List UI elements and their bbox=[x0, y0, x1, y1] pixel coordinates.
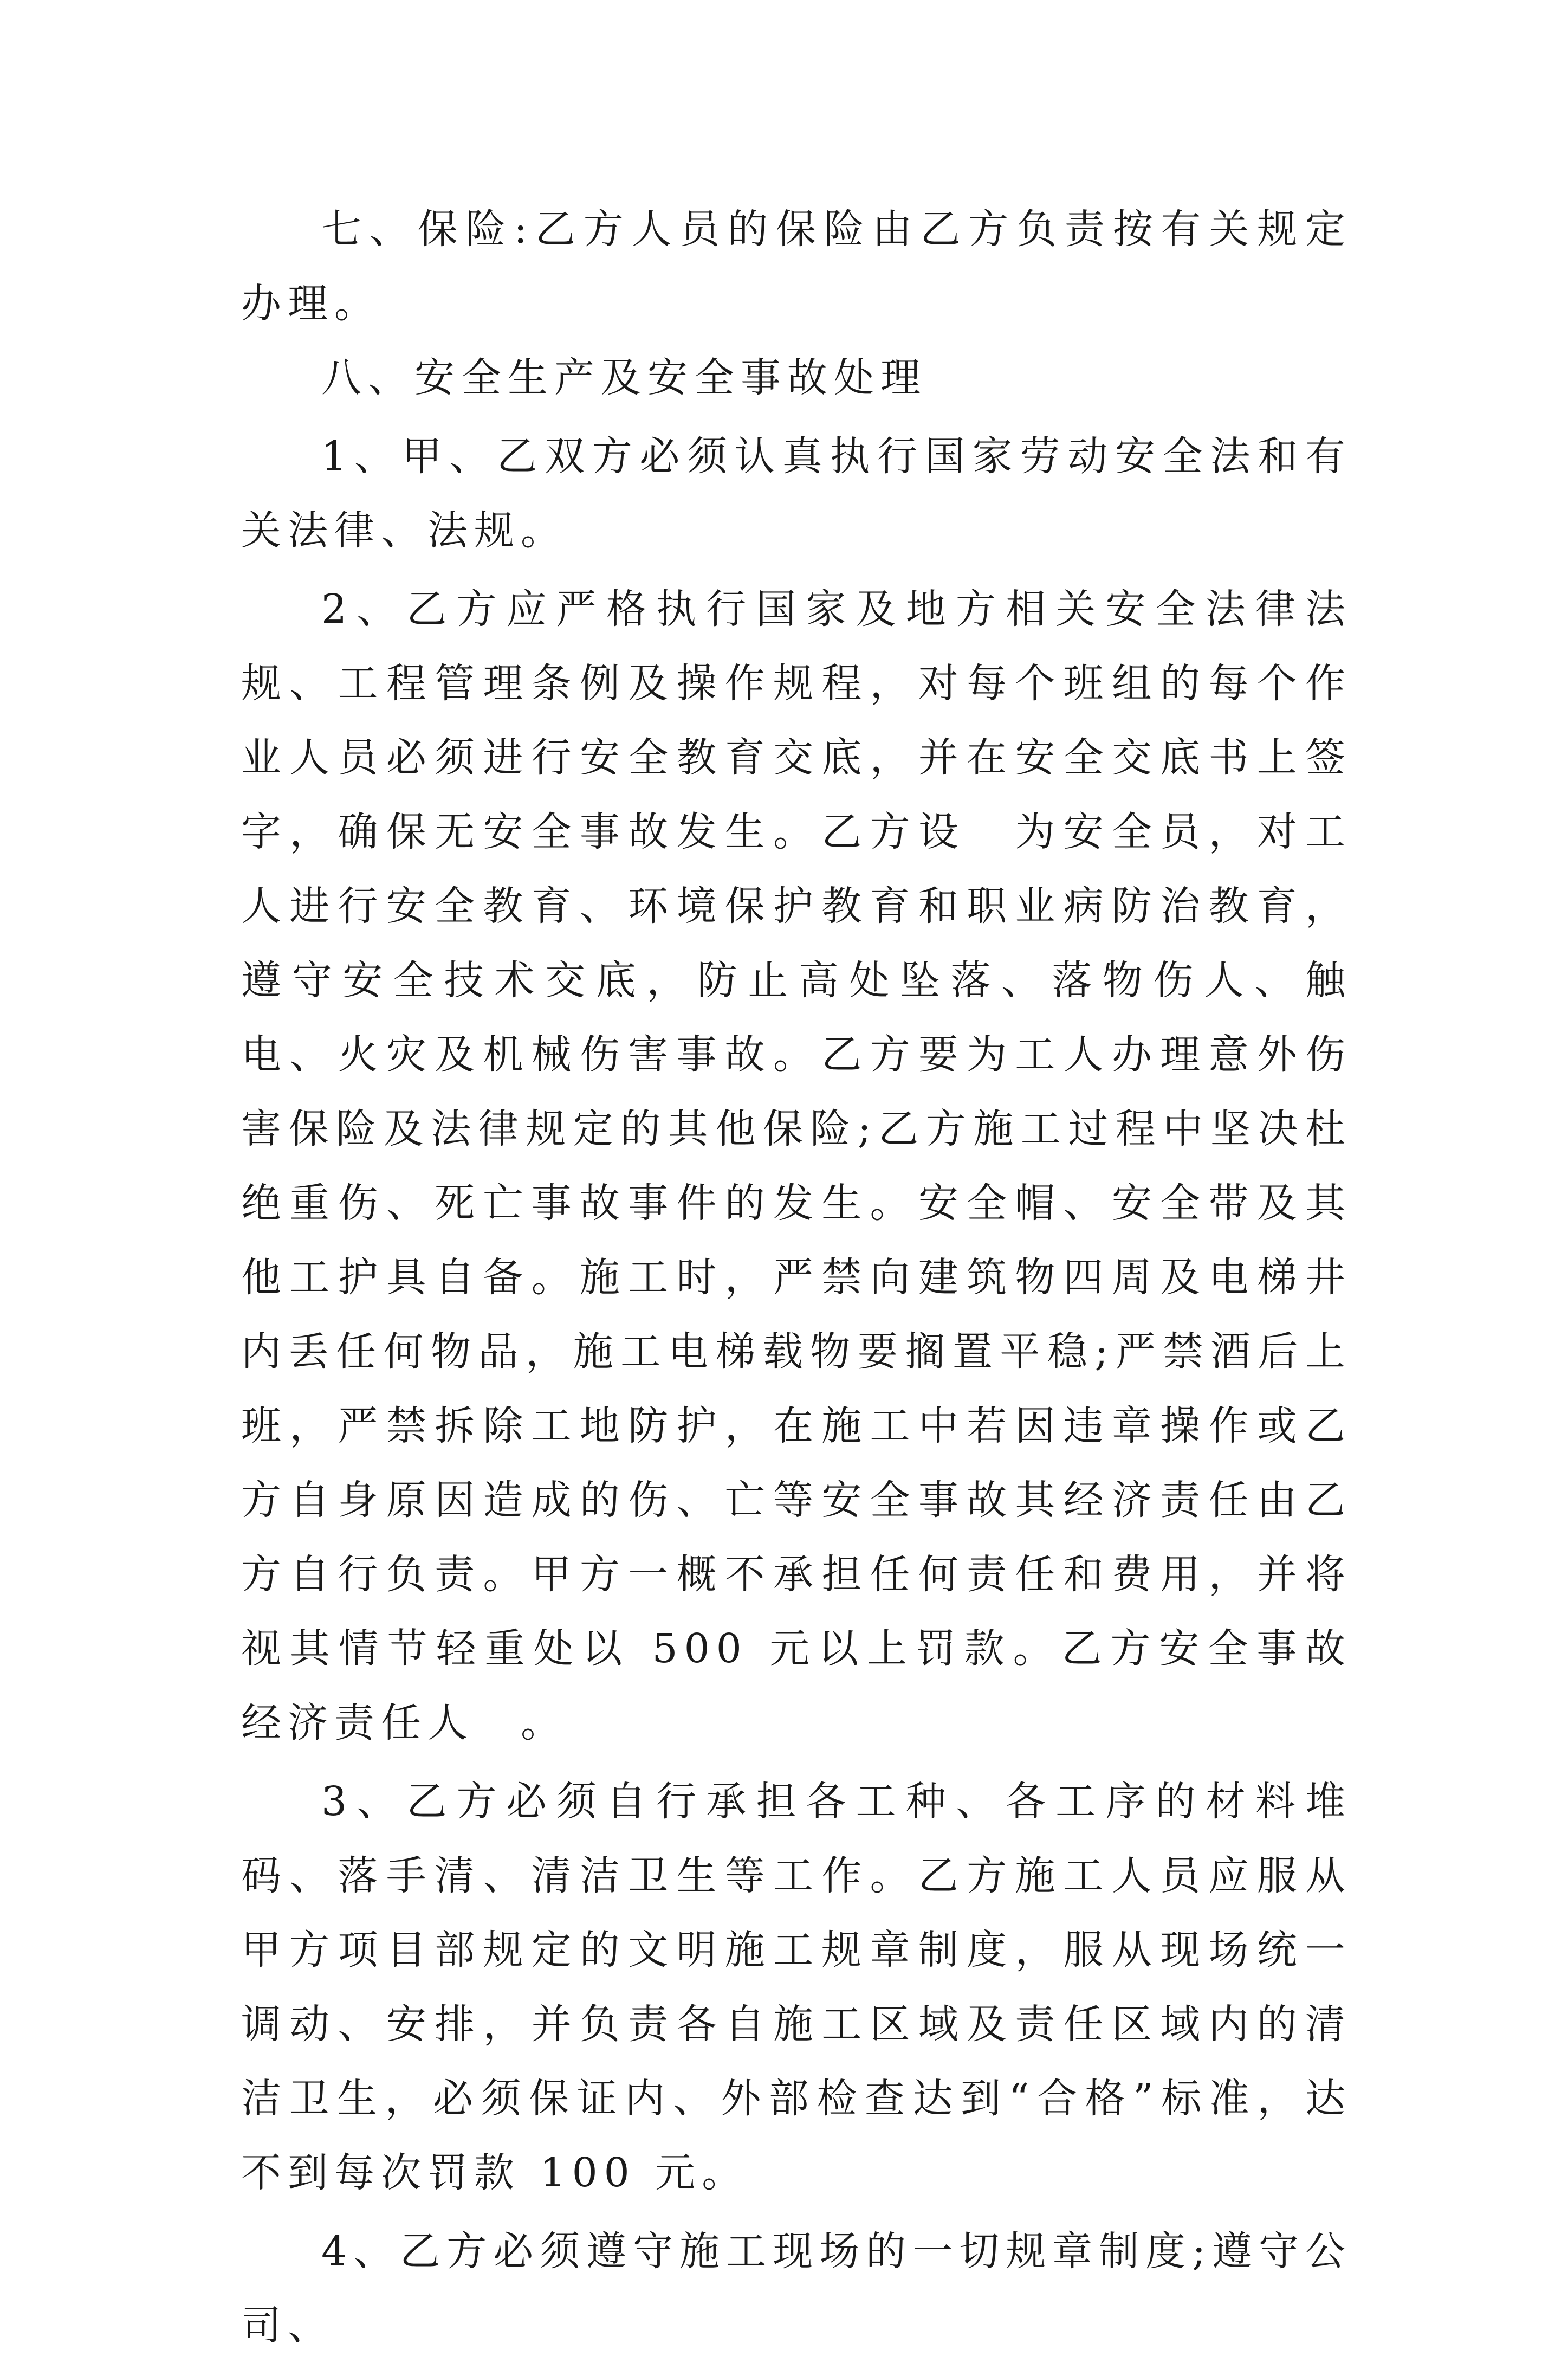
document-body bbox=[241, 192, 1352, 2363]
paragraph-item-2: 2、乙方应严格执行国家及地方相关安全法律法规、工程管理条例及操作规程，对每个班组的每个作业人员必须进行安全教育交底，并在安全交底书上签字，确保无安全事故发生。乙方设 为安全员，对工人进行安全教育、环境保护教育和职业病防治教育，遵守安全技术交底，防止高处坠落、落物伤人、触电、火灾及机械伤害事故。乙方要为工人办理意外伤害保险及法律规定的其他保险;乙方施工过程中坚决杜绝重伤、死亡事故事件的发生。安全帽、安全带及其他工护具自备。施工时，严禁向建筑物四周及电梯井内丢任何物品，施工电梯载物要搁置平稳;严禁酒后上班，严禁拆除工地防护，在施工中若因违章操作或乙方自身原因造成的伤、亡等安全事故其经济责任由乙方自行负责。甲方一概不承担任何责任和费用，并将视其情节轻重处以 500 元以上罚款。乙方安全事故经济责任人 。 bbox=[241, 586, 1352, 1746]
paragraph-safety-heading: 八、安全生产及安全事故处理 bbox=[321, 354, 927, 401]
paragraph-item-1: 1、甲、乙双方必须认真执行国家劳动安全法和有关法律、法规。 bbox=[241, 433, 1352, 554]
paragraph-insurance: 七、保险:乙方人员的保险由乙方负责按有关规定办理。 bbox=[241, 206, 1352, 327]
paragraph-item-3: 3、乙方必须自行承担各工种、各工序的材料堆码、落手清、清洁卫生等工作。乙方施工人员应服从甲方项目部规定的文明施工规章制度，服从现场统一调动、安排，并负责各自施工区域及责任区域内的清洁卫生，必须保证内、外部检查达到“合格”标准，达不到每次罚款 100 元。 bbox=[241, 1778, 1352, 2196]
paragraph-item-4: 4、乙方必须遵守施工现场的一切规章制度;遵守公司、 bbox=[241, 2228, 1352, 2349]
